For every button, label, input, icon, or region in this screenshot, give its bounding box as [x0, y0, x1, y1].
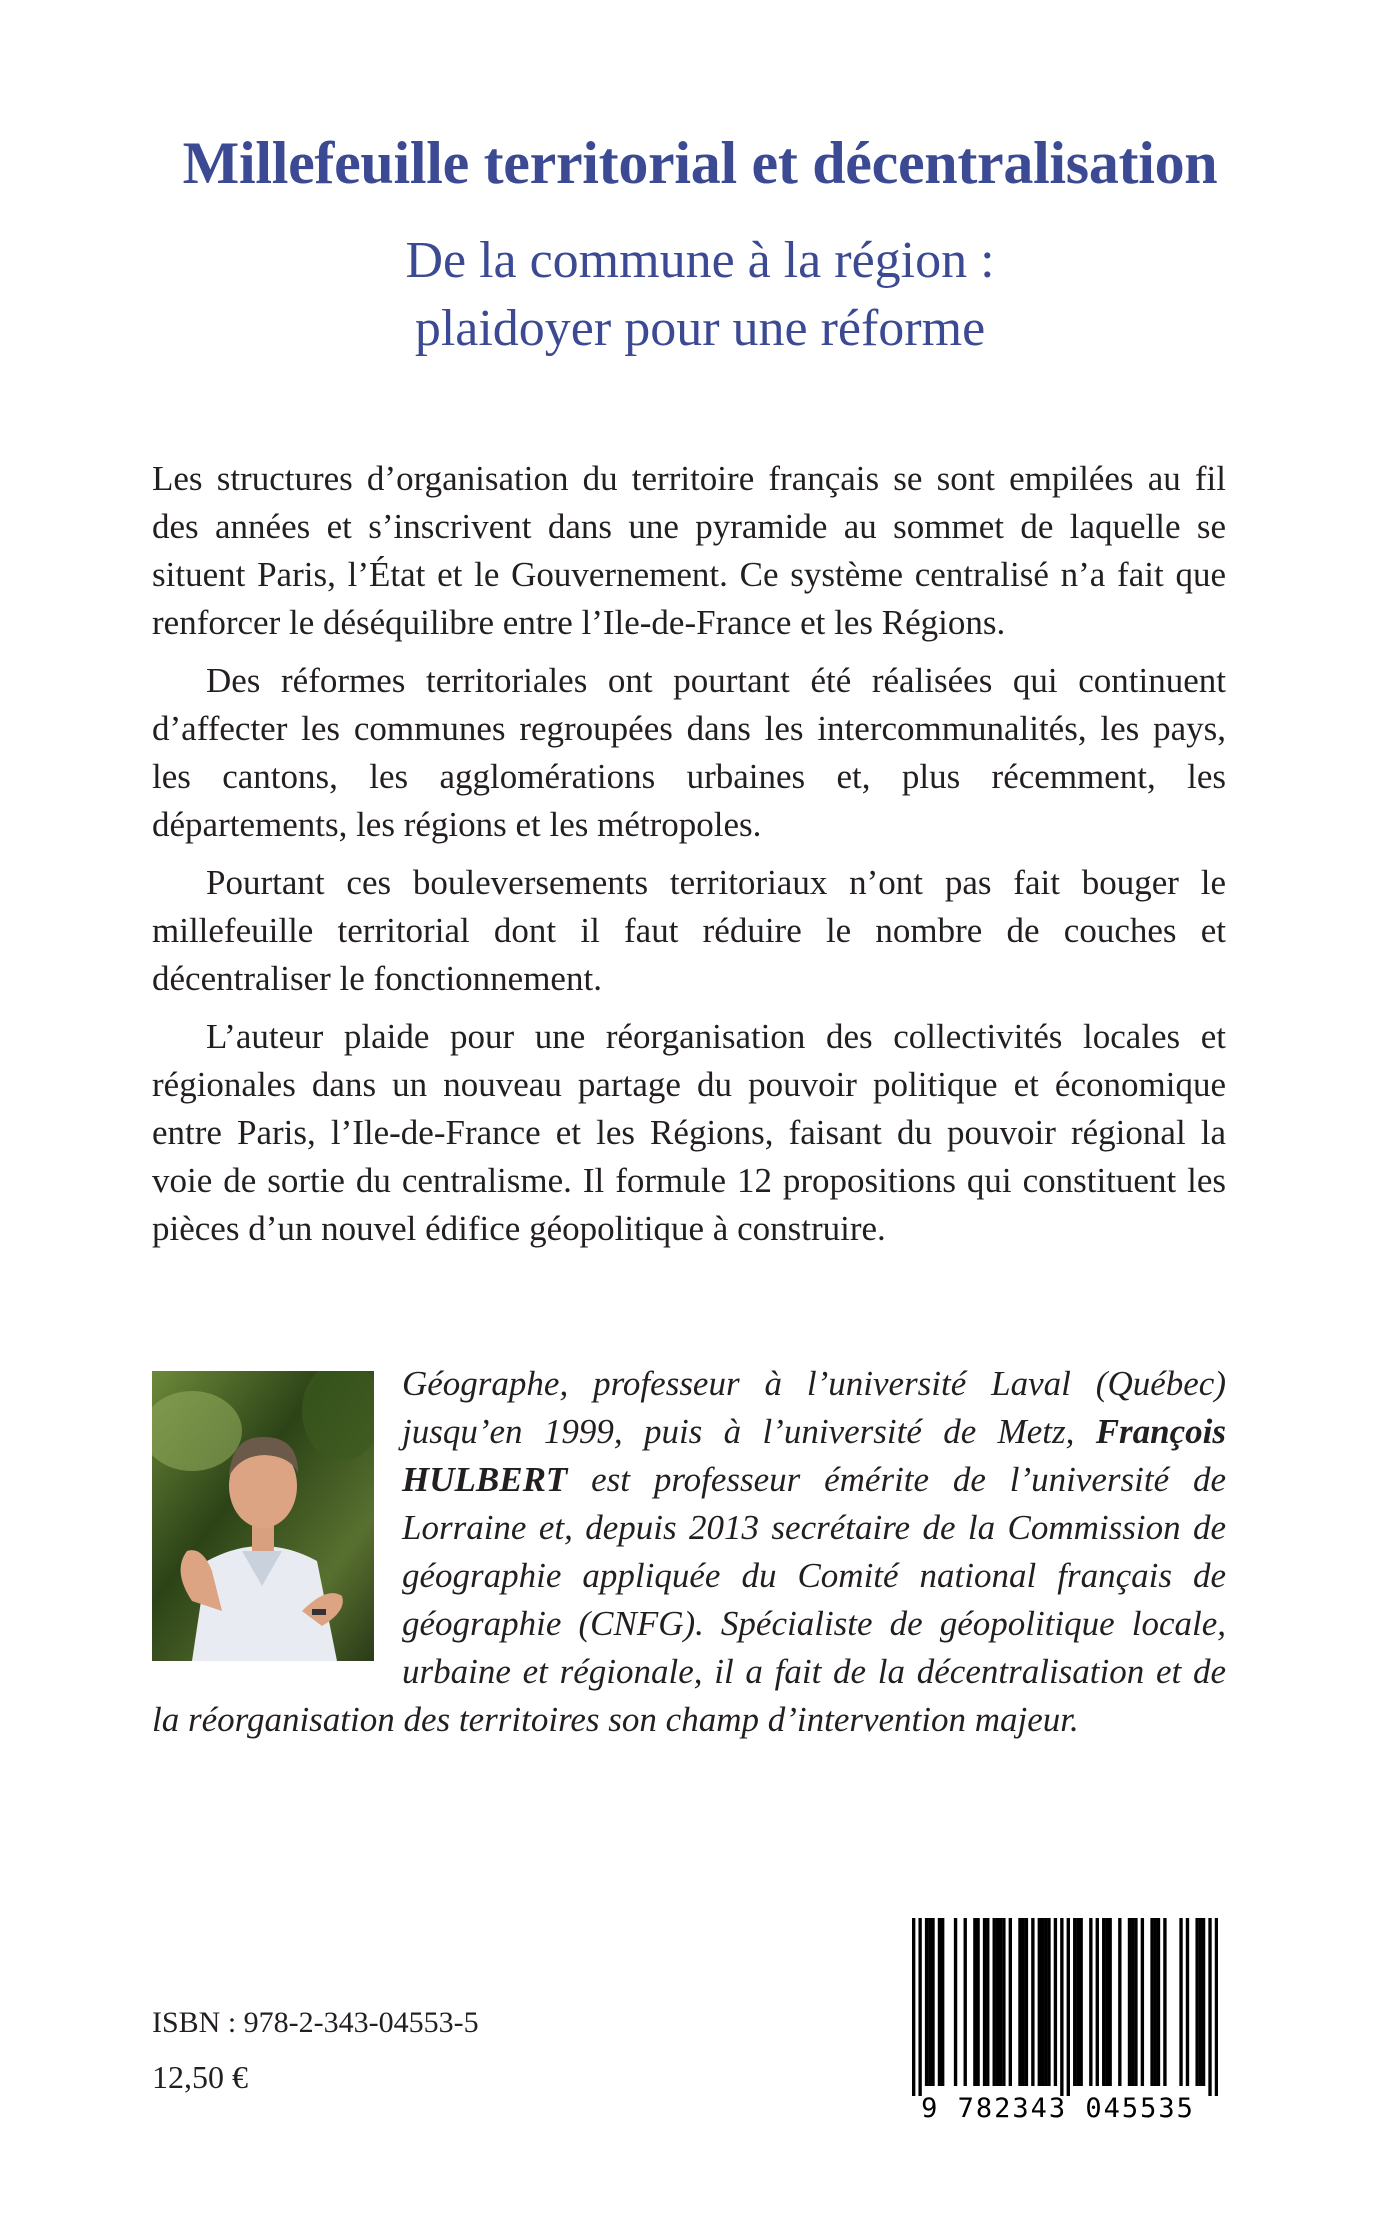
barcode-bar — [1202, 1918, 1205, 2086]
barcode-bar — [1067, 1918, 1070, 2096]
book-subtitle-line-1: De la commune à la région : — [405, 232, 995, 289]
barcode-bar — [1038, 1918, 1041, 2086]
barcode-bar — [1031, 1918, 1034, 2086]
book-subtitle-line-2: plaidoyer pour une réforme — [414, 300, 986, 357]
barcode-digits: 9 782343 045535 — [921, 2093, 1195, 2124]
barcode-bar — [993, 1918, 996, 2086]
barcode-bar — [1025, 1918, 1028, 2086]
barcode-bar — [1134, 1918, 1137, 2086]
bio-rest: est professeur émérite de l’université de Lorraine et, depuis 2013 secrétaire de la Commission de géographie appliquée du Comité national français de géographie (CNFG). Spécialiste de géopolitique locale, urbaine et régionale, il a fait de la décentralisation et de la réorganisation des territoires son champ d’intervention majeur. — [152, 1460, 1226, 1739]
bio-intro: Géographe, professeur à l’université Laval (Québec) jusqu’en 1999, puis à l’université de Metz, — [402, 1364, 1226, 1451]
barcode-bar — [1163, 1918, 1166, 2086]
barcode-bar — [954, 1918, 957, 2086]
barcode-bar — [1154, 1918, 1157, 2086]
barcode-bar — [1041, 1918, 1044, 2086]
barcode-bar — [1118, 1918, 1121, 2086]
blurb-paragraph-1: Les structures d’organisation du territoire français se sont empilées au fil des années et s’inscrivent dans une pyramide au sommet de laquelle se situent Paris, l’État et le Gouvernement. Ce système centralisé n’a fait que renforcer le déséquilibre entre l’Ile-de-France et les Régions. — [152, 459, 1226, 642]
barcode-bar — [925, 1918, 928, 2086]
barcode-bar — [1128, 1918, 1131, 2086]
barcode-bar — [983, 1918, 986, 2086]
barcode-bar — [941, 1918, 944, 2086]
blurb — [152, 455, 1226, 1263]
barcode-bar — [1073, 1918, 1076, 2086]
barcode-bar — [1141, 1918, 1144, 2086]
barcode-bar — [996, 1918, 999, 2086]
barcode-bar — [1060, 1918, 1063, 2096]
barcode-bar — [1150, 1918, 1153, 2086]
barcode-bar — [1131, 1918, 1134, 2086]
barcode-bar — [912, 1918, 915, 2096]
author-portrait-photo — [152, 1371, 374, 1661]
barcode-bar — [1186, 1918, 1189, 2086]
barcode-bar — [976, 1918, 979, 2086]
author-name: François HULBERT — [402, 1412, 1226, 1499]
barcode-bar — [964, 1918, 967, 2086]
barcode-bar — [1157, 1918, 1160, 2086]
portrait-illustration — [152, 1371, 374, 1661]
barcode-bar — [931, 1918, 934, 2086]
barcode-bar — [1179, 1918, 1182, 2086]
barcode-bar — [973, 1918, 976, 2086]
barcode-bar — [1102, 1918, 1105, 2086]
ean13-barcode — [898, 1918, 1218, 2096]
barcode-bar — [1009, 1918, 1012, 2086]
barcode-bar — [1047, 1918, 1050, 2086]
barcode-bar — [918, 1918, 921, 2096]
barcode-bar — [1076, 1918, 1079, 2086]
barcode-bar — [1089, 1918, 1092, 2086]
barcode-bar — [986, 1918, 989, 2086]
barcode-bar — [1044, 1918, 1047, 2086]
barcode-bar — [928, 1918, 931, 2086]
barcode-bar — [1079, 1918, 1082, 2086]
barcode-bar — [1208, 1918, 1211, 2096]
barcode-bar — [1018, 1918, 1021, 2086]
barcode-bar — [1002, 1918, 1005, 2086]
blurb-paragraph-4: L’auteur plaide pour une réorganisation des collectivités locales et régionales dans un nouveau partage du pouvoir politique et économique entre Paris, l’Ile-de-France et les Régions, faisant du pouvoir régional la voie de sortie du centralisme. Il formule 12 propositions qui constituent les pièces d’un nouvel édifice géopolitique à construire. — [152, 1017, 1226, 1248]
barcode-bar — [999, 1918, 1002, 2086]
barcode-bar — [1096, 1918, 1099, 2086]
price: 12,50 € — [152, 2059, 248, 2095]
blurb-paragraph-3: Pourtant ces bouleversements territoriaux n’ont pas fait bouger le millefeuille territorial dont il faut réduire le nombre de couches et décentraliser le fonctionnement. — [152, 863, 1226, 998]
blurb-paragraph-2: Des réformes territoriales ont pourtant été réalisées qui continuent d’affecter les communes regroupées dans les intercommunalités, les pays, les cantons, les agglomérations urbaines et, plus récemment, les départements, les régions et les métropoles. — [152, 661, 1226, 844]
isbn: ISBN : 978-2-343-04553-5 — [152, 2006, 479, 2039]
barcode-bar — [1108, 1918, 1111, 2086]
book-title: Millefeuille territorial et décentralisation — [182, 130, 1218, 196]
barcode-bar — [1199, 1918, 1202, 2086]
barcode-bar — [1054, 1918, 1057, 2086]
barcode-bar — [1195, 1918, 1198, 2086]
barcode-bar — [1105, 1918, 1108, 2086]
barcode-bar — [1022, 1918, 1025, 2086]
barcode-bar — [1215, 1918, 1218, 2096]
barcode-bar — [938, 1918, 941, 2086]
